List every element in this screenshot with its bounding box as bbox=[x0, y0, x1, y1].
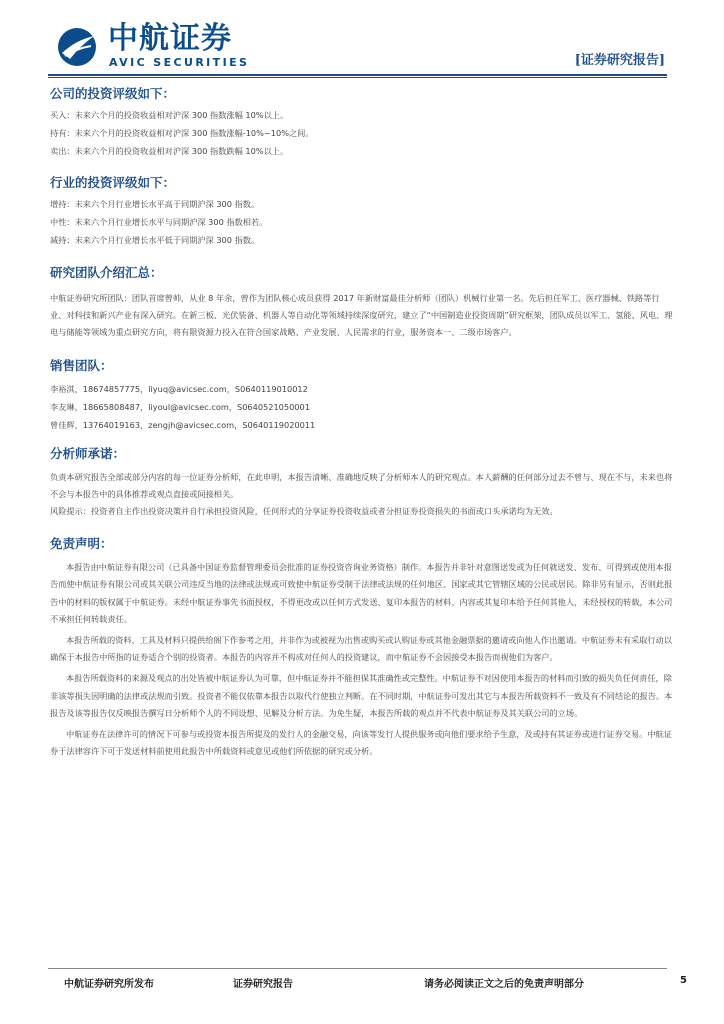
footer-publisher: 中航证券研究所发布 bbox=[64, 979, 154, 990]
team-description: 中航证券研究所团队：团队首席曾帅，从业 8 年余，曾作为团队核心成员获得 2017 年新财富最佳分析师（团队）机械行业第一名。先后担任军工、医疗器械、铁路等行业、对科技和新兴产业有深入研究。在新三板、光伏装备、机器人等自动化等领域持续深度研究，建立了“中国制造业投资周期”研究框架，团队成员以军工、氢能、风电、理电与储能等领域为重点研究方向，将有限资源力投入在符合国家战略、产业发展、人民需求的行业，服务资本一、二级市场客户。 bbox=[50, 293, 673, 338]
sales-title: 销售团队： bbox=[50, 357, 113, 373]
logo-text-cn: 中航证券 bbox=[108, 21, 232, 56]
risk-warning: 风险提示：投资者自主作出投资决策并自行承担投资风险，任何形式的分享证券投资收益或者分担证券投资损失的书面或口头承诺均为无效。 bbox=[50, 506, 558, 517]
team-section bbox=[50, 263, 674, 342]
industry-rating-line: 中性：未来六个月行业增长水平与同期沪深 300 指数相若。 bbox=[50, 217, 268, 227]
footer-divider bbox=[48, 968, 667, 969]
analyst-title: 分析师承诺： bbox=[50, 445, 126, 461]
disclaimer-section bbox=[50, 534, 674, 760]
disclaimer-paragraph: 本报告所载资料的来源及观点的出处皆被中航证券认为可靠，但中航证券并不能担保其准确性或完整性。中航证券不对因使用本报告的材料而引致的损失负任何责任，除非该等损失因明确的法律或法规而引致。投资者不能仅依靠本报告以取代行使独立判断。在不同时期，中航证券可发出其它与本报告所载资料不一致及有不同结论的报告。本报告及该等报告仅反映报告撰写日分析师个人的不同设想、见解及分析方法。为免生疑，本报告所载的观点并不代表中航证券及其关联公司的立场。 bbox=[50, 673, 673, 718]
industry-rating-line: 增持：未来六个月行业增长水平高于同期沪深 300 指数。 bbox=[50, 199, 260, 209]
disclaimer-paragraph: 中航证券在法律许可的情况下可参与或投资本报告所提及的发行人的金融交易，向该等发行人提供服务或向他们要求给予生意，及或持有其证券或进行证券交易。中航证券于法律容许下可于发送材料前使用此报告中所载资料或意见或他们所依据的研究或分析。 bbox=[50, 729, 672, 757]
sales-contact: 李裕淇，18674857775，liyuq@avicsec.com，S0640119010012 bbox=[50, 383, 308, 394]
footer-disclaimer-note: 请务必阅读正文之后的免责声明部分 bbox=[424, 979, 584, 990]
company-rating-title: 公司的投资评级如下： bbox=[50, 86, 176, 101]
footer-report-type: 证券研究报告 bbox=[233, 979, 293, 990]
sales-section bbox=[50, 356, 674, 434]
header-divider bbox=[48, 74, 667, 78]
industry-rating-title: 行业的投资评级如下： bbox=[50, 175, 176, 190]
company-rating-line: 买入：未来六个月的投资收益相对沪深 300 指数涨幅 10%以上。 bbox=[50, 110, 289, 120]
team-title: 研究团队介绍汇总： bbox=[50, 265, 163, 280]
company-rating-line: 卖出：未来六个月的投资收益相对沪深 300 指数跌幅 10%以上。 bbox=[50, 146, 289, 156]
main-content bbox=[50, 84, 674, 760]
sales-contact: 李友琳，18665808487，liyoul@avicsec.com，S0640521050001 bbox=[50, 401, 310, 412]
analyst-commitment: 负责本研究报告全部或部分内容的每一位证券分析师，在此申明，本报告清晰、准确地反映了分析师本人的研究观点。本人薪酬的任何部分过去不曾与、现在不与，未来也将不会与本报告中的具体推荐或观点直接或间接相关。 bbox=[50, 471, 673, 499]
company-rating-line: 持有：未来六个月的投资收益相对沪深 300 指数涨幅-10%~10%之间。 bbox=[50, 128, 314, 138]
company-rating-section bbox=[50, 84, 674, 160]
analyst-section bbox=[50, 444, 674, 521]
disclaimer-paragraph: 本报告所载的资料、工具及材料只提供给阁下作参考之用，并非作为或被视为出售或购买或认购证券或其他金融票据的邀请或向他人作出邀请。中航证券未有采取行动以确保于本报告中所指的证券适合个别的投资者。本报告的内容并不构成对任何人的投资建议，而中航证券不会因接受本报告而视他们为客户。 bbox=[50, 635, 672, 663]
disclaimer-title: 免责声明： bbox=[50, 536, 113, 552]
industry-rating-section bbox=[50, 173, 674, 249]
page-number: 5 bbox=[680, 975, 687, 986]
avic-logo-icon bbox=[56, 26, 98, 68]
industry-rating-line: 减持：未来六个月行业增长水平低于同期沪深 300 指数。 bbox=[50, 235, 260, 245]
page-header bbox=[0, 0, 724, 80]
disclaimer-paragraph: 本报告由中航证券有限公司（已具备中国证券监督管理委员会批准的证券投资咨询业务资格）制作。本报告并非针对意图送发或为任何就送发、发布、可得到或使用本报告而使中航证券有限公司或其关联公司违反当地的法律或法规或可致使中航证券受制于法律或法规的任何地区、国家或其它管辖区域的公民或居民。除非另有显示，否则此报告中的材料的版权属于中航证券。未经中航证券事先书面授权，不得更改或以任何方式发送、复印本报告的材料、内容或其复印本给予任何其他人，未经授权的转载，本公司不承担任何转载责任。 bbox=[50, 562, 673, 624]
logo-text-en: AVIC SECURITIES bbox=[109, 56, 250, 69]
sales-contact: 曾佳辉，13764019163，zengjh@avicsec.com，S0640119020011 bbox=[50, 419, 316, 430]
report-type-tag: [证券研究报告] bbox=[574, 53, 665, 68]
